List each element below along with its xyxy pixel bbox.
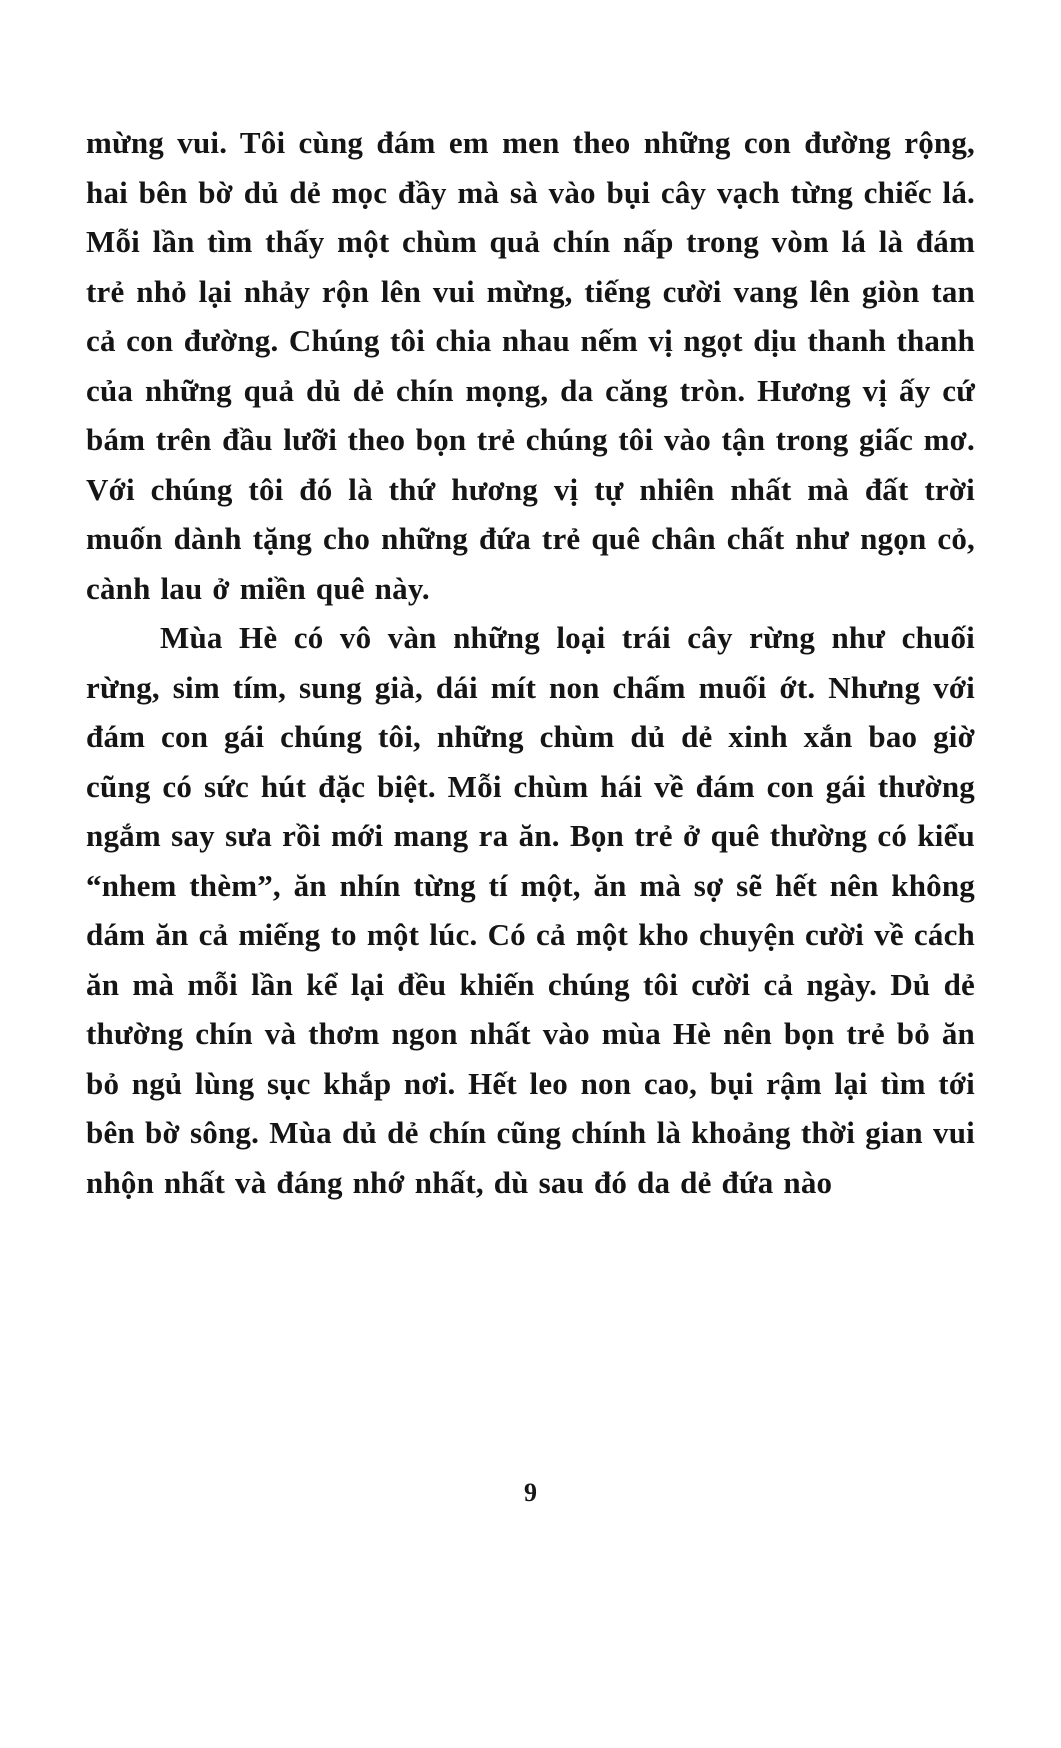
paragraph-second: Mùa Hè có vô vàn những loại trái cây rừng như chuối rừng, sim tím, sung già, dái mít non chấm muối ớt. Nhưng với đám con gái chúng tôi, những chùm dủ dẻ xinh xắn bao giờ cũng có sức hút đặc biệt. Mỗi chùm hái về đám con gái thường ngắm say sưa rồi mới mang ra ăn. Bọn trẻ ở quê thường có kiểu “nhem thèm”, ăn nhín từng tí một, ăn mà sợ sẽ hết nên không dám ăn cả miếng to một lúc. Có cả một kho chuyện cười về cách ăn mà mỗi lần kể lại đều khiến chúng tôi cười cả ngày. Dủ dẻ thường chín và thơm ngon nhất vào mùa Hè nên bọn trẻ bỏ ăn bỏ ngủ lùng sục khắp nơi. Hết leo non cao, bụi rậm lại tìm tới bên bờ sông. Mùa dủ dẻ chín cũng chính là khoảng thời gian vui nhộn nhất và đáng nhớ nhất, dù sau đó da dẻ đứa nào xyxy=(86,620,975,1200)
body-text-block xyxy=(86,118,975,1207)
page-number: 9 xyxy=(524,1478,537,1507)
paragraph-continuation: mừng vui. Tôi cùng đám em men theo những con đường rộng, hai bên bờ dủ dẻ mọc đầy mà sà vào bụi cây vạch từng chiếc lá. Mỗi lần tìm thấy một chùm quả chín nấp trong vòm lá là đám trẻ nhỏ lại nhảy rộn lên vui mừng, tiếng cười vang lên giòn tan cả con đường. Chúng tôi chia nhau nếm vị ngọt dịu thanh thanh của những quả dủ dẻ chín mọng, da căng tròn. Hương vị ấy cứ bám trên đầu lưỡi theo bọn trẻ chúng tôi vào tận trong giấc mơ. Với chúng tôi đó là thứ hương vị tự nhiên nhất mà đất trời muốn dành tặng cho những đứa trẻ quê chân chất như ngọn cỏ, cành lau ở miền quê này. xyxy=(86,125,975,606)
